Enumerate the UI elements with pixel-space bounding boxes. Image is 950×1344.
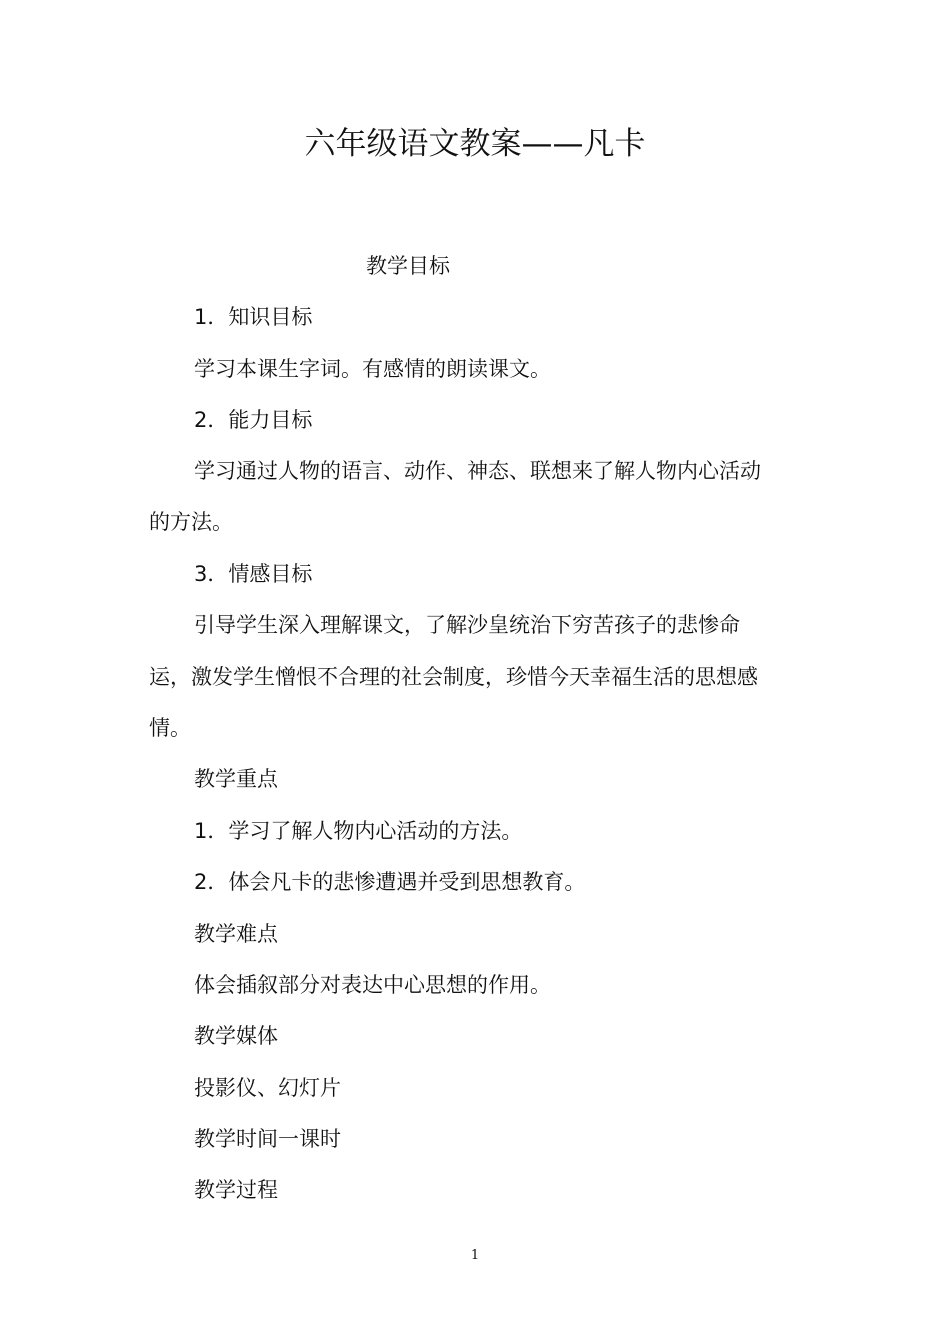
key-point-2: 2．体会凡卡的悲惨遭遇并受到思想教育。: [194, 870, 586, 894]
section-heading-key-points: 教学重点: [194, 767, 278, 791]
section-heading-process: 教学过程: [194, 1178, 278, 1202]
section-heading-media: 教学媒体: [194, 1024, 278, 1048]
section-heading-objectives: 教学目标: [366, 254, 450, 278]
objective-3-text-line-3: 情。: [149, 716, 191, 740]
document-title: 六年级语文教案——凡卡: [304, 126, 646, 162]
objective-3-heading: 3．情感目标: [194, 562, 313, 586]
media-text: 投影仪、幻灯片: [194, 1076, 341, 1100]
objective-1-heading: 1．知识目标: [194, 305, 313, 329]
objective-3-text-line-1: 引导学生深入理解课文，了解沙皇统治下穷苦孩子的悲惨命: [194, 613, 740, 637]
objective-1-text: 学习本课生字词。有感情的朗读课文。: [194, 357, 551, 381]
key-point-1: 1．学习了解人物内心活动的方法。: [194, 819, 523, 843]
teaching-time-text: 教学时间一课时: [194, 1127, 341, 1151]
objective-3-text-line-2: 运，激发学生憎恨不合理的社会制度，珍惜今天幸福生活的思想感: [149, 665, 758, 689]
page-number: 1: [470, 1248, 480, 1263]
difficulty-text: 体会插叙部分对表达中心思想的作用。: [194, 973, 551, 997]
objective-2-heading: 2．能力目标: [194, 408, 313, 432]
objective-2-text-line-1: 学习通过人物的语言、动作、神态、联想来了解人物内心活动: [194, 459, 761, 483]
objective-2-text-line-2: 的方法。: [149, 510, 233, 534]
section-heading-difficulty: 教学难点: [194, 922, 278, 946]
